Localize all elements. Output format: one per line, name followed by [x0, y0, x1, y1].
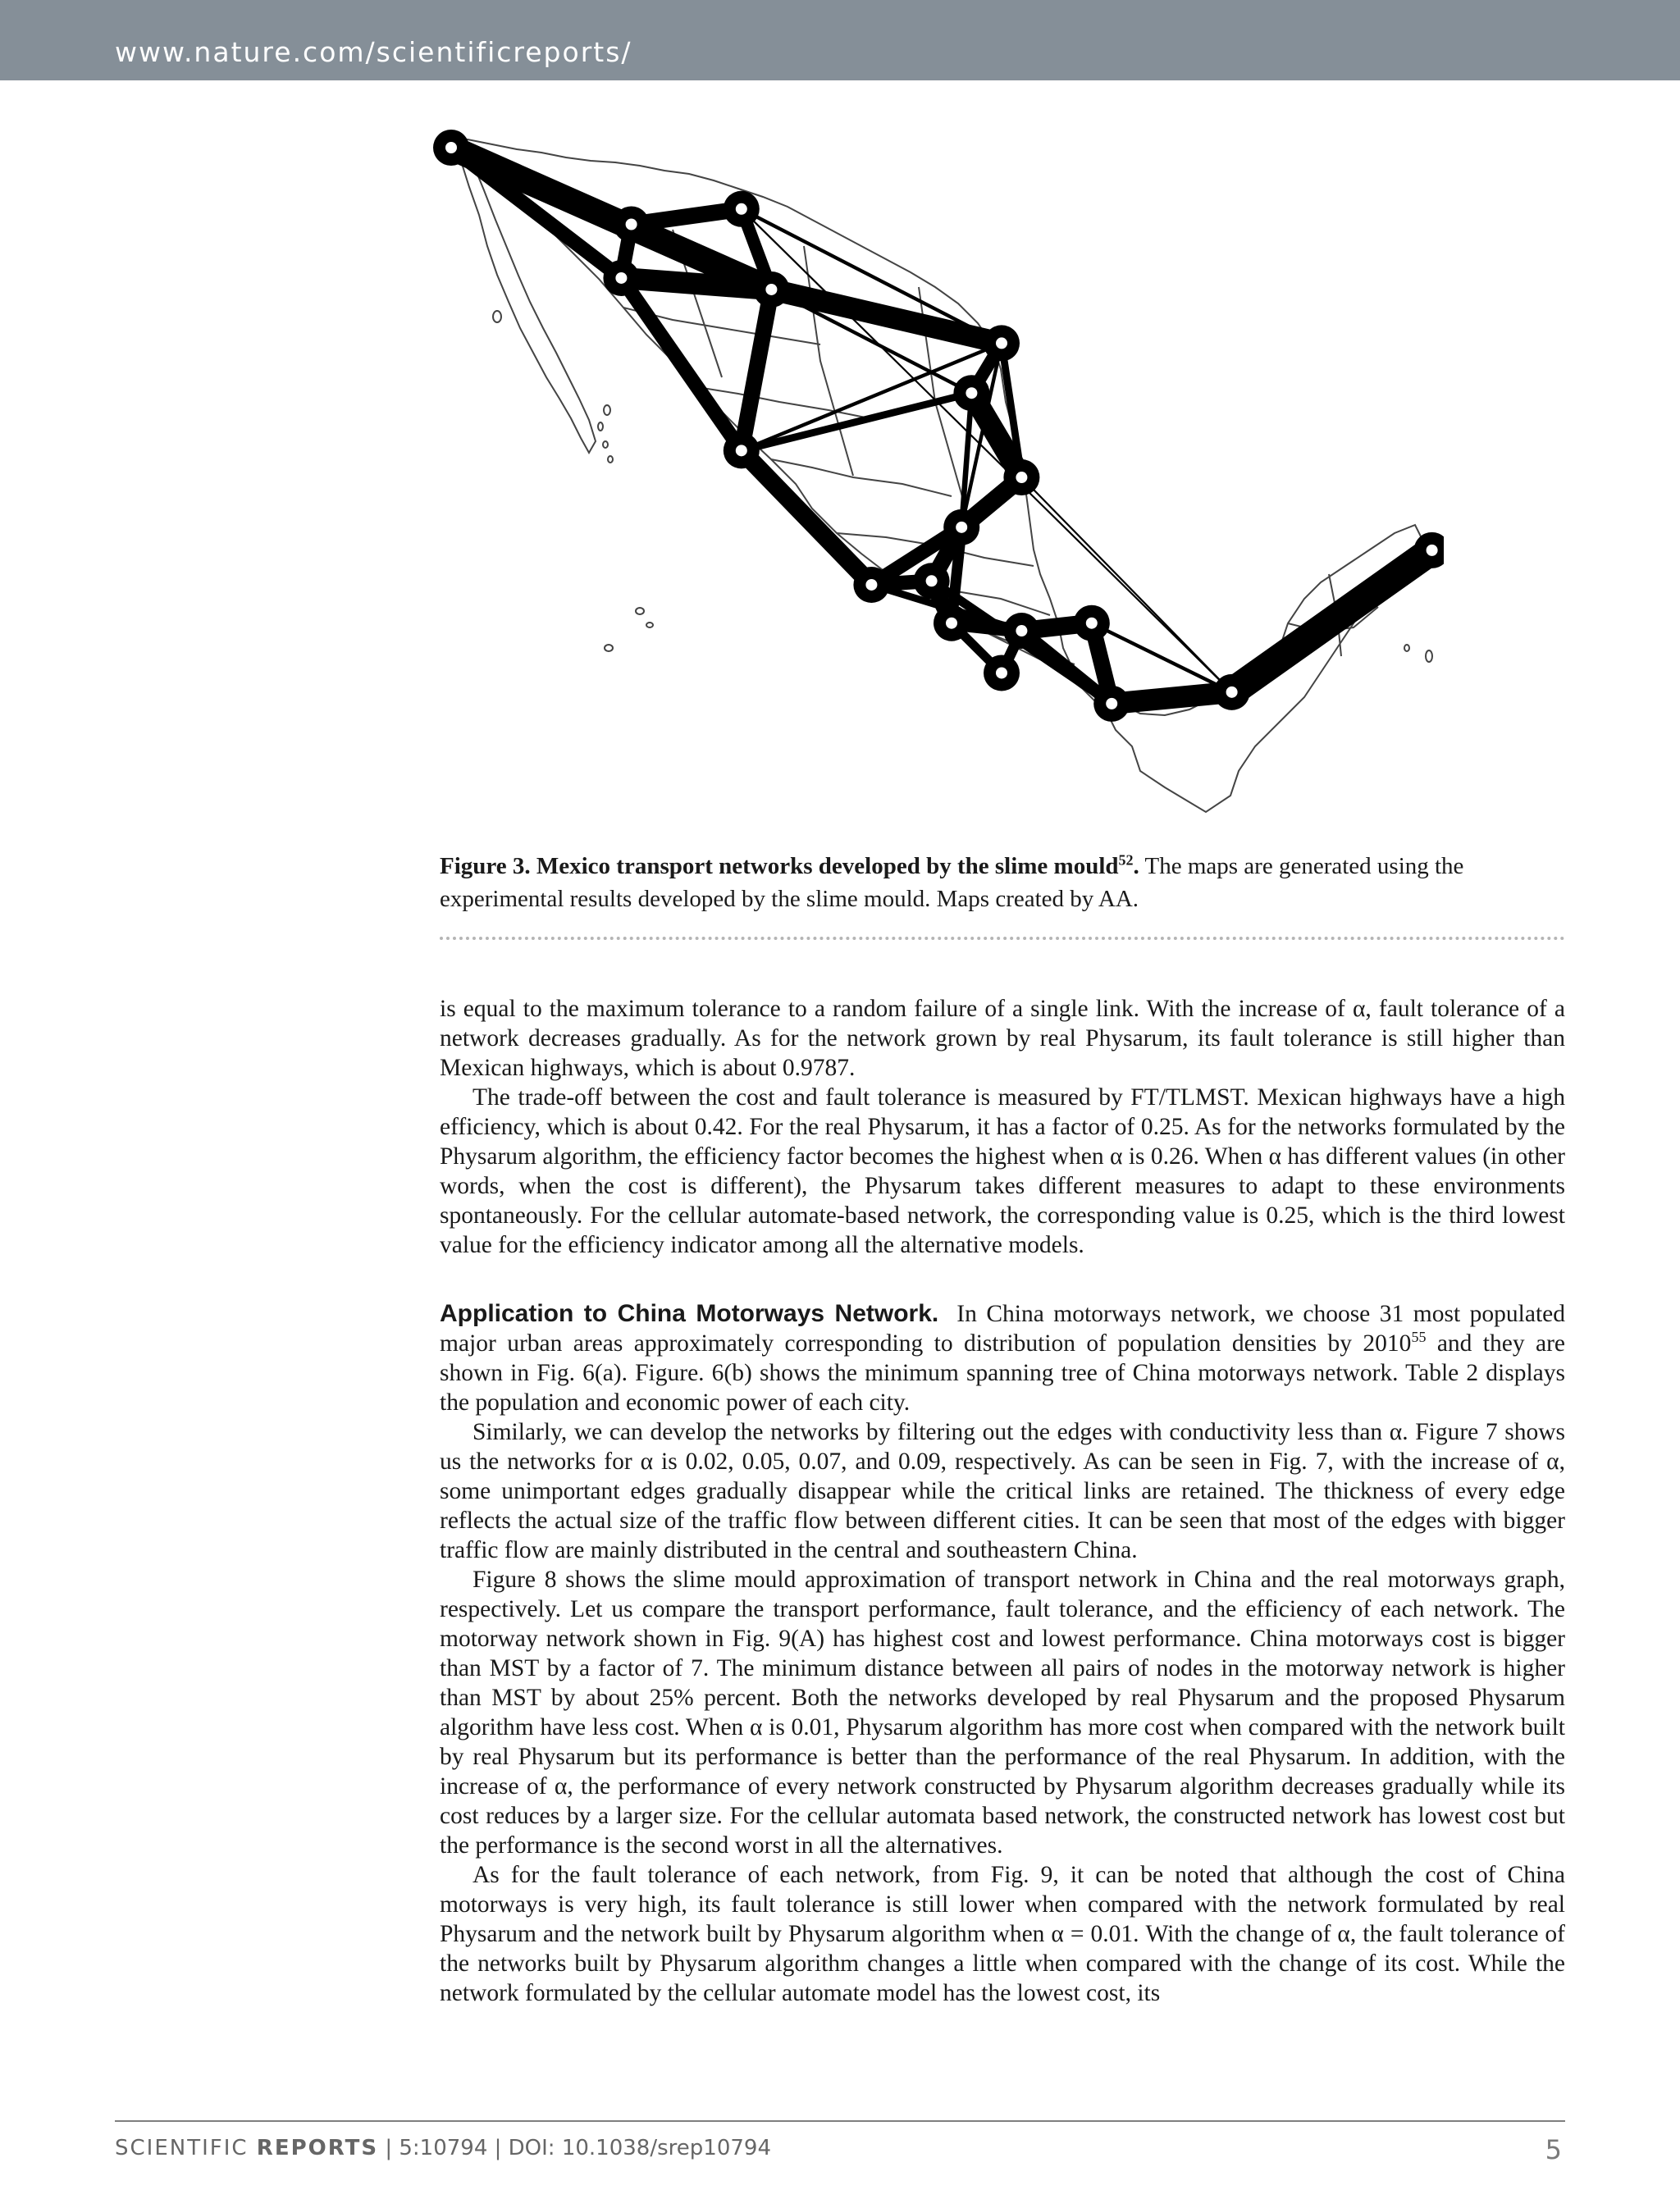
network-node-center — [615, 272, 627, 284]
network-node-center — [1016, 625, 1027, 636]
island — [604, 405, 610, 415]
paragraph: Similarly, we can develop the networks by filtering out the edges with conductivity less than α. Figure 7 shows us the networks for α is 0.02, 0.05, 0.07, and 0.09, respectively. As can be seen in Fig. 7, with the increase of α, some unimportant edges gradually disappear while the critical links are retained. The thickness of every edge reflects the actual size of the traffic flow between different cities. It can be seen that most of the edges with bigger traffic flow are mainly distributed in the central and southeastern China. — [440, 1419, 1565, 1563]
island — [1426, 650, 1432, 662]
network-node-center — [1226, 687, 1238, 698]
top-header-bar — [0, 0, 1680, 80]
footer-divider — [115, 2120, 1565, 2122]
network-node-center — [765, 284, 777, 295]
island — [603, 441, 608, 448]
caption-title: Figure 3. Mexico transport networks developed by the slime mould$^{52}$. — [440, 851, 1139, 879]
network-edge — [1232, 550, 1432, 692]
network-node-center — [736, 445, 747, 456]
section-heading: Application to China Motorways Network. — [440, 1300, 939, 1327]
figure-3-map — [427, 123, 1444, 828]
island — [598, 422, 603, 431]
network-node-center — [865, 579, 877, 591]
network-node-center — [1427, 545, 1438, 556]
citation-reference[interactable]: 55 — [1411, 1329, 1427, 1346]
paragraph: Figure 8 shows the slime mould approximation of transport network in China and the real motorways graph, respectively. Let us compare the transport performance, fault tolerance, and the efficiency of each network. The motorway network shown in Fig. 9(A) has highest cost and lowest performance. China motorways cost is bigger than MST by a factor of 7. The minimum distance between all pairs of nodes in the motorway network is higher than MST by about 25% percent. Both the networks developed by real Physarum and the proposed Physarum algorithm have less cost. When α is 0.01, Physarum algorithm has more cost when compared with the network built by real Physarum but its performance is better than the performance of the real Physarum. In addition, with the increase of α, the performance of every network constructed by Physarum algorithm decreases gradually while its cost reduces by a larger size. For the cellular automata based network, the constructed network has lowest cost but the performance is the second worst in all the alternatives. — [440, 1567, 1565, 1859]
network-edge — [621, 278, 741, 450]
network-node-center — [946, 618, 957, 629]
network-edge — [742, 290, 772, 450]
article-body — [440, 994, 1565, 2008]
page-footer — [115, 2134, 1565, 2165]
island — [646, 623, 653, 627]
mexico-map-outline — [451, 139, 1423, 812]
network-node-center — [926, 575, 938, 586]
network-edge — [1112, 692, 1231, 704]
caption-reference[interactable]: 52 — [1118, 851, 1134, 869]
citation-info: | 5:10794 | DOI: 10.1038/srep10794 — [378, 2136, 771, 2160]
journal-name: SCIENTIFIC — [115, 2136, 257, 2160]
network-node-center — [445, 142, 457, 153]
section-paragraph: Application to China Motorways Network. In China motorways network, we choose 31 most populated major urban areas approximately corresponding to distribution of population densities by 2010$^{55}$ and they are shown in Fig. 6(a). Figure. 6(b) shows the minimum spanning tree of China motorways network. Table 2 displays the population and economic power of each city. — [440, 1300, 1565, 1416]
site-url-link[interactable]: www.nature.com/scientificreports/ — [115, 36, 632, 68]
network-edge — [771, 290, 1002, 343]
island — [608, 456, 613, 463]
journal-name-bold: REPORTS — [256, 2136, 379, 2160]
network-node-center — [626, 219, 637, 230]
mexico-mainland-outline — [451, 139, 1423, 812]
island — [1404, 645, 1409, 651]
network-node-center — [996, 667, 1007, 678]
island — [636, 608, 644, 614]
network-edge — [621, 278, 771, 290]
paragraph: is equal to the maximum tolerance to a random failure of a single link. With the increase of α, fault tolerance of a network decreases gradually. As for the network grown by real Physarum, its fault tolerance is still higher than Mexican highways, which is about 0.9787. — [440, 996, 1565, 1081]
paragraph: As for the fault tolerance of each network, from Fig. 9, it can be noted that although the cost of China motorways is very high, its fault tolerance is still lower when compared with the network formulated by real Physarum and the network built by Physarum algorithm when α = 0.01. With the change of α, the fault tolerance of the networks built by Physarum algorithm changes a little when compared with the change of its cost. While the network formulated by the cellular automate model has the lowest cost, its — [440, 1862, 1565, 2006]
state-border — [804, 246, 853, 476]
caption-text: The maps are generated using the experimental results developed by the slime mould. Maps created by AA. — [440, 853, 1464, 912]
network-node-center — [966, 387, 977, 399]
state-border — [771, 459, 952, 496]
network-node-center — [1106, 698, 1117, 709]
network-node-center — [1086, 618, 1098, 629]
network-node-center — [1016, 472, 1027, 483]
figure-caption — [440, 850, 1565, 915]
mexico-network-map — [427, 123, 1444, 828]
paragraph: The trade-off between the cost and fault tolerance is measured by FT/TLMST. Mexican highways have a high efficiency, which is about 0.42. For the real Physarum, it has a factor of 0.25. As for the networks formulated by the Physarum algorithm, the efficiency factor becomes the highest when α is 0.26. When α has different values (in other words, when the cost is different), the Physarum takes different measures to adapt to these environments spontaneously. For the cellular automate-based network, the corresponding value is 0.25, which is the third lowest value for the efficiency indicator among all the alternative models. — [440, 1084, 1565, 1258]
island — [605, 645, 613, 651]
network-node-center — [956, 522, 967, 533]
island — [493, 311, 501, 322]
page-number: 5 — [1545, 2134, 1562, 2165]
caption-divider — [440, 937, 1565, 940]
network-node-center — [736, 203, 747, 215]
network-node-center — [996, 337, 1007, 349]
